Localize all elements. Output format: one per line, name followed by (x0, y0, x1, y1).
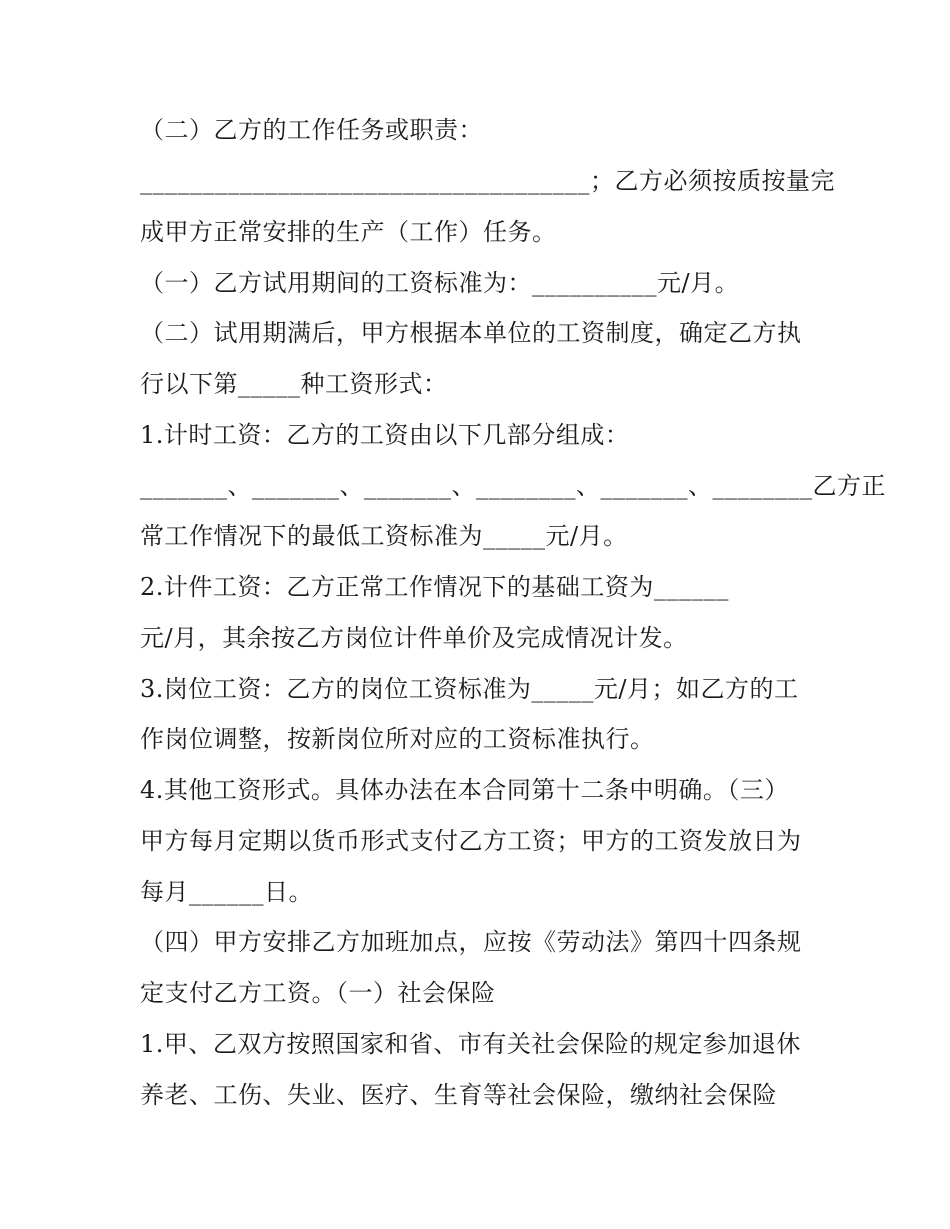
text-line: 3.岗位工资：乙方的岗位工资标准为_____元/月；如乙方的工 (140, 675, 799, 703)
text-line: 1.甲、乙双方按照国家和省、市有关社会保险的规定参加退休 (140, 1030, 801, 1058)
text-line: 成甲方正常安排的生产（工作）任务。 (140, 218, 557, 246)
text-line: 4.其他工资形式。具体办法在本合同第十二条中明确。（三） (140, 776, 789, 804)
text-line: 养老、工伤、失业、医疗、生育等社会保险，缴纳社会保险 (140, 1081, 777, 1109)
text-line: 常工作情况下的最低工资标准为_____元/月。 (140, 522, 628, 550)
text-line: 定支付乙方工资。（一）社会保险 (140, 979, 496, 1007)
text-line: （二）试用期满后，甲方根据本单位的工资制度，确定乙方执 (140, 319, 802, 347)
text-line: （二）乙方的工作任务或职责： (140, 116, 483, 144)
text-line: 甲方每月定期以货币形式支付乙方工资；甲方的工资发放日为 (140, 827, 802, 855)
text-line: 1.计时工资：乙方的工资由以下几部分组成： (140, 421, 630, 449)
text-line: ____________________________________；乙方必须按质按量完 (140, 167, 835, 195)
text-line: _______、_______、_______、________、_______、________乙方正 (140, 472, 886, 500)
text-line: （四）甲方安排乙方加班加点，应按《劳动法》第四十四条规 (140, 928, 802, 956)
text-line: 2.计件工资：乙方正常工作情况下的基础工资为______ (140, 573, 729, 601)
text-line: 元/月，其余按乙方岗位计件单价及完成情况计发。 (140, 624, 688, 652)
text-line: （一）乙方试用期间的工资标准为：__________元/月。 (140, 269, 740, 297)
text-line: 每月______日。 (140, 878, 313, 906)
text-line: 行以下第_____种工资形式： (140, 370, 448, 398)
text-line: 作岗位调整，按新岗位所对应的工资标准执行。 (140, 725, 655, 753)
